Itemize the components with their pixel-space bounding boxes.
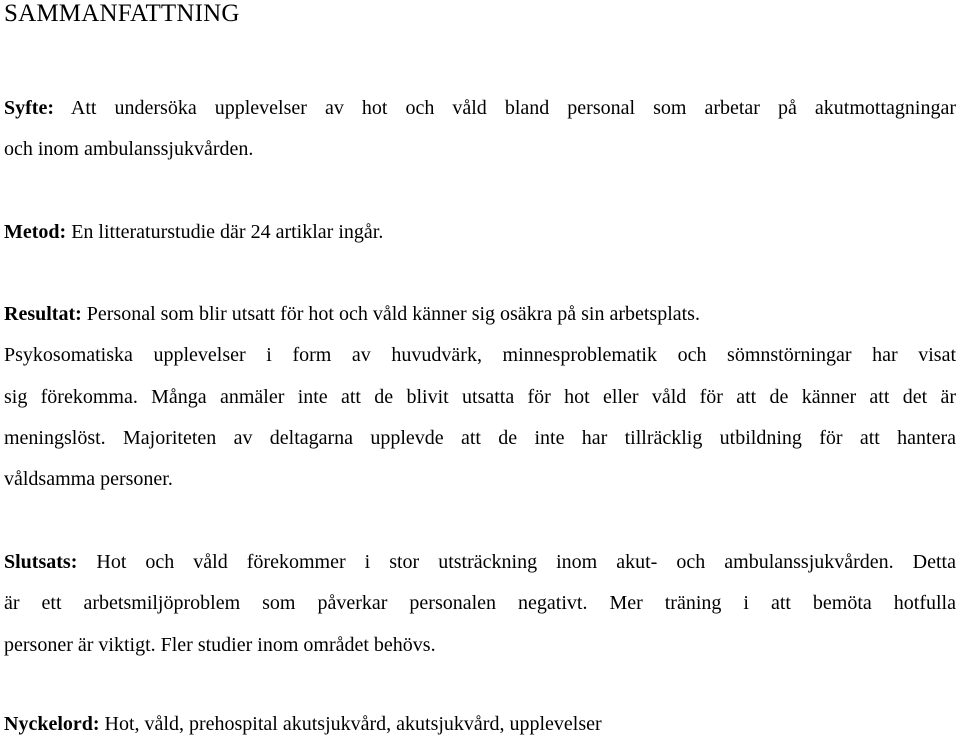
slutsats-text-1: Hot och våld förekommer i stor utsträckning inom akut- och ambulanssjukvården. Detta bbox=[77, 551, 956, 573]
metod-label: Metod: bbox=[4, 221, 67, 243]
slutsats-line-3: personer är viktigt. Fler studier inom området behövs. bbox=[4, 633, 436, 656]
resultat-line-3: sig förekomma. Många anmäler inte att de blivit utsatta för hot eller våld för att de känner att det är bbox=[4, 385, 956, 408]
syfte-paragraph bbox=[4, 88, 956, 171]
resultat-line-2: Psykosomatiska upplevelser i form av huvudvärk, minnesproblematik och sömnstörningar har visat bbox=[4, 344, 956, 367]
slutsats-line-2: är ett arbetsmiljöproblem som påverkar personalen negativt. Mer träning i att bemöta hotfulla bbox=[4, 592, 956, 615]
resultat-text-1: Personal som blir utsatt för hot och våld känner sig osäkra på sin arbetsplats. bbox=[81, 303, 700, 325]
slutsats-label: Slutsats: bbox=[4, 551, 78, 573]
resultat-line-4: meningslöst. Majoriteten av deltagarna upplevde att de inte har tillräcklig utbildning för att hantera bbox=[4, 426, 956, 449]
nyckelord-label: Nyckelord: bbox=[4, 713, 100, 735]
metod-paragraph bbox=[4, 212, 956, 253]
syfte-line-2: och inom ambulanssjukvården. bbox=[4, 138, 254, 161]
metod-line-1 bbox=[4, 212, 956, 253]
nyckelord-text: Hot, våld, prehospital akutsjukvård, akutsjukvård, upplevelser bbox=[99, 713, 602, 735]
slutsats-line-1 bbox=[4, 542, 956, 583]
nyckelord-paragraph bbox=[4, 708, 956, 740]
syfte-text-1: Att undersöka upplevelser av hot och våld bland personal som arbetar på akutmottagningar bbox=[53, 97, 956, 119]
metod-text: En litteraturstudie där 24 artiklar ingår. bbox=[66, 221, 384, 243]
syfte-label: Syfte: bbox=[4, 97, 54, 119]
page-title: SAMMANFATTNING bbox=[4, 0, 240, 27]
resultat-line-5: våldsamma personer. bbox=[4, 468, 173, 491]
resultat-paragraph bbox=[4, 294, 956, 500]
resultat-line-1 bbox=[4, 294, 956, 335]
resultat-label: Resultat: bbox=[4, 303, 82, 325]
slutsats-paragraph bbox=[4, 542, 956, 666]
nyckelord-line-1 bbox=[4, 708, 956, 740]
syfte-line-1 bbox=[4, 88, 956, 129]
